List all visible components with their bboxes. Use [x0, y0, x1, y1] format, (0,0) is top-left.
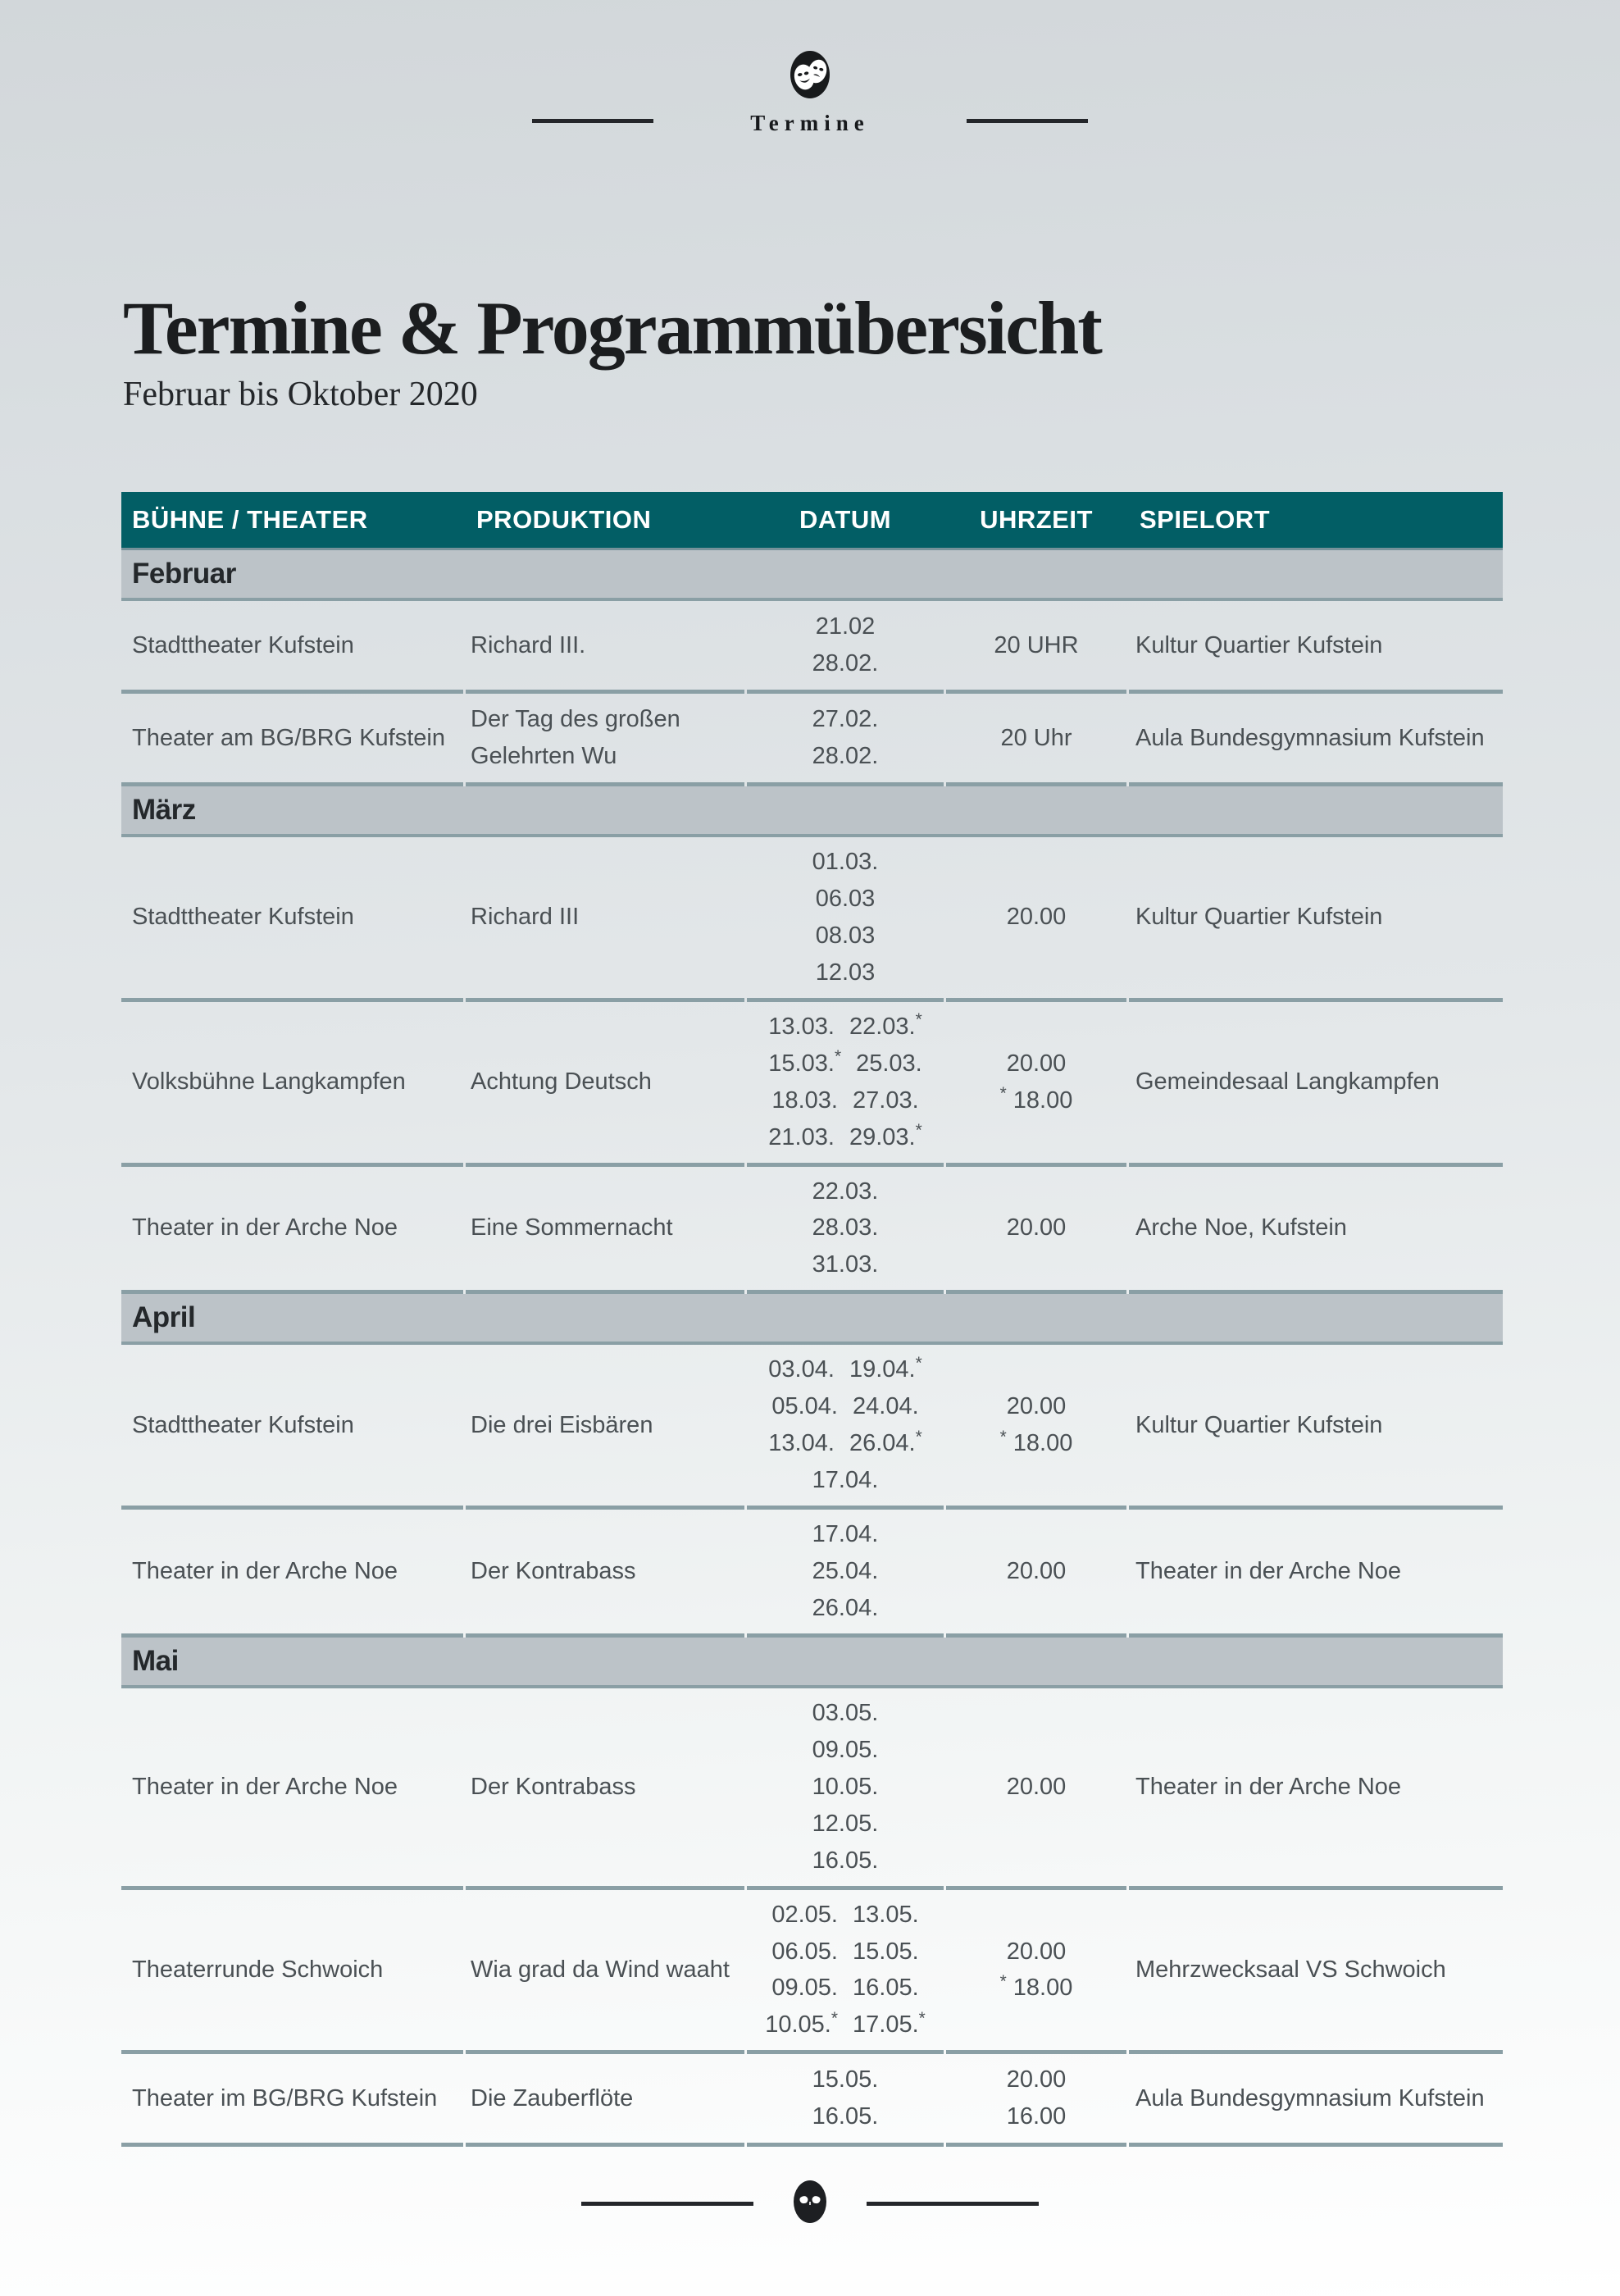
- date-token: 08.03: [815, 922, 876, 949]
- date-token: 03.04.: [768, 1356, 835, 1383]
- date-token: 25.04.: [812, 1558, 879, 1584]
- spielort-cell: Aula Bundesgymnasium Kufstein: [1129, 694, 1503, 786]
- time-line: [1007, 1769, 1067, 1806]
- month-band: März: [121, 786, 1503, 837]
- termine-badge: [750, 49, 870, 136]
- date-line: [768, 1119, 921, 1156]
- produktion-cell: [466, 1345, 744, 1510]
- spielort-cell: Theater in der Arche Noe: [1129, 1688, 1503, 1890]
- asterisk-marker: *: [999, 1084, 1007, 1104]
- table-row: [121, 1002, 1503, 1167]
- produktion-cell: [466, 601, 744, 694]
- uhrzeit-cell: [946, 601, 1126, 694]
- date-token: 13.04.: [768, 1430, 835, 1457]
- top-badge-label: Termine: [750, 111, 870, 135]
- date-line: [812, 1732, 879, 1769]
- table-row: [121, 1345, 1503, 1510]
- top-ornament: [0, 49, 1620, 136]
- date-token: 16.05.: [812, 1847, 879, 1874]
- page-subtitle: Februar bis Oktober 2020: [123, 375, 478, 413]
- table-row: [121, 1510, 1503, 1638]
- date-line: [816, 608, 876, 645]
- asterisk-marker: *: [915, 1427, 922, 1446]
- time-line: [994, 627, 1078, 664]
- date-line: [812, 1246, 879, 1283]
- spielort-cell: Theater in der Arche Noe: [1129, 1510, 1503, 1638]
- date-line: [768, 1351, 921, 1388]
- date-line: [812, 645, 879, 682]
- theater-cell: Theater in der Arche Noe: [121, 1510, 463, 1638]
- date-line: [812, 1210, 879, 1246]
- produktion-cell: [466, 694, 744, 786]
- date-token: 09.05.: [771, 1975, 838, 2002]
- date-token: 02.05.: [771, 1901, 838, 1928]
- datum-cell: [747, 1510, 944, 1638]
- time-line: [1000, 720, 1072, 757]
- date-line: [765, 2007, 926, 2043]
- date-token: 17.05.*: [853, 2008, 926, 2039]
- theater-cell: Theater in der Arche Noe: [121, 1167, 463, 1295]
- date-token: 17.04.: [812, 1521, 879, 1548]
- produktion-line: Die drei Eisbären: [471, 1411, 653, 1438]
- produktion-cell: [466, 837, 744, 1002]
- produktion-line: Der Tag des großen: [471, 706, 680, 733]
- produktion-cell: [466, 1510, 744, 1638]
- theater-cell: Volksbühne Langkampfen: [121, 1002, 463, 1167]
- date-token: 21.02: [815, 613, 876, 640]
- column-header-buehne: BÜHNE / THEATER: [132, 505, 368, 534]
- time-line: [1007, 2098, 1067, 2135]
- uhrzeit-cell: [946, 1688, 1126, 1890]
- date-line: [816, 954, 876, 991]
- produktion-line: Die Zauberflöte: [471, 2084, 634, 2112]
- theater-cell: Stadttheater Kufstein: [121, 601, 463, 694]
- asterisk-marker: *: [918, 2008, 926, 2028]
- date-token: 20 UHR: [994, 631, 1079, 658]
- date-token: 16.05.: [812, 2103, 879, 2130]
- date-line: [812, 1590, 879, 1627]
- produktion-line: Richard III.: [471, 631, 586, 658]
- datum-cell: [747, 1002, 944, 1167]
- date-token: 10.05.*: [765, 2008, 838, 2039]
- date-token: 15.05.: [853, 1938, 919, 1965]
- month-band: April: [121, 1294, 1503, 1345]
- spielort-cell: Kultur Quartier Kufstein: [1129, 1345, 1503, 1510]
- left-rule: [581, 2202, 753, 2206]
- column-header-produktion: PRODUKTION: [476, 505, 652, 534]
- column-header-uhrzeit: UHRZEIT: [980, 505, 1093, 534]
- date-line: [812, 1769, 879, 1806]
- time-line: [1000, 1082, 1073, 1119]
- date-token: 17.04.: [812, 1467, 879, 1494]
- date-token: 20.00: [1006, 1050, 1067, 1077]
- date-line: [812, 1516, 879, 1553]
- date-line: [812, 1806, 879, 1843]
- column-header-spielort: SPIELORT: [1140, 505, 1271, 534]
- asterisk-marker: *: [915, 1010, 922, 1030]
- date-token: 20.00: [1006, 1558, 1067, 1584]
- uhrzeit-cell: [946, 1167, 1126, 1295]
- date-line: [771, 1970, 918, 2007]
- time-line: [1000, 1970, 1073, 2007]
- right-rule: [967, 119, 1088, 123]
- left-rule: [532, 119, 653, 123]
- date-token: 10.05.: [812, 1773, 879, 1800]
- table-row: [121, 1890, 1503, 2055]
- asterisk-marker: *: [830, 2008, 838, 2028]
- schedule-table: [121, 492, 1503, 2147]
- time-line: [1007, 899, 1067, 936]
- spielort-cell: Kultur Quartier Kufstein: [1129, 837, 1503, 1002]
- produktion-line: Eine Sommernacht: [471, 1214, 673, 1241]
- theater-cell: Stadttheater Kufstein: [121, 837, 463, 1002]
- asterisk-marker: *: [915, 1353, 922, 1373]
- time-line: [1007, 2061, 1067, 2098]
- produktion-line: Wia grad da Wind waaht: [471, 1956, 730, 1983]
- produktion-line: Richard III: [471, 904, 580, 931]
- date-line: [812, 1843, 879, 1879]
- date-line: [771, 1388, 918, 1425]
- date-token: 27.02.: [812, 706, 879, 733]
- uhrzeit-cell: [946, 2054, 1126, 2147]
- date-token: 16.00: [1006, 2103, 1067, 2130]
- date-token: 26.04.*: [849, 1427, 922, 1457]
- date-line: [812, 1462, 879, 1499]
- date-token: 26.04.: [812, 1594, 879, 1621]
- date-token: 12.03: [815, 959, 876, 986]
- produktion-line: Der Kontrabass: [471, 1773, 636, 1800]
- date-token: 20.00: [1006, 904, 1067, 931]
- asterisk-marker: *: [834, 1047, 842, 1067]
- date-line: [771, 1934, 918, 1970]
- date-token: 16.05.: [853, 1975, 919, 2002]
- datum-cell: [747, 1167, 944, 1295]
- date-token: 01.03.: [812, 849, 879, 875]
- month-band: Februar: [121, 550, 1503, 601]
- datum-cell: [747, 601, 944, 694]
- date-line: [771, 1082, 918, 1119]
- produktion-cell: [466, 2054, 744, 2147]
- date-line: [812, 2061, 879, 2098]
- uhrzeit-cell: [946, 837, 1126, 1002]
- theater-cell: Theater am BG/BRG Kufstein: [121, 694, 463, 786]
- date-token: * 18.00: [999, 1084, 1073, 1114]
- table-row: [121, 1688, 1503, 1890]
- time-line: [1007, 1388, 1067, 1425]
- table-header-row: [121, 492, 1503, 550]
- date-line: [768, 1009, 921, 1046]
- spielort-cell: Gemeindesaal Langkampfen: [1129, 1002, 1503, 1167]
- date-token: 05.04.: [771, 1393, 838, 1420]
- date-token: 22.03.: [812, 1178, 879, 1205]
- date-token: 28.02.: [812, 650, 879, 676]
- date-line: [812, 1173, 879, 1210]
- date-line: [812, 2098, 879, 2135]
- produktion-line: Gelehrten Wu: [471, 743, 617, 769]
- date-token: 13.05.: [853, 1901, 919, 1928]
- bottom-ornament: [0, 2180, 1620, 2228]
- table-row: [121, 2054, 1503, 2147]
- uhrzeit-cell: [946, 1345, 1126, 1510]
- date-token: 12.05.: [812, 1810, 879, 1837]
- column-header-datum: DATUM: [799, 505, 892, 534]
- uhrzeit-cell: [946, 694, 1126, 786]
- spielort-cell: Aula Bundesgymnasium Kufstein: [1129, 2054, 1503, 2147]
- date-token: 20.00: [1006, 2066, 1067, 2093]
- produktion-cell: [466, 1002, 744, 1167]
- produktion-cell: [466, 1167, 744, 1295]
- asterisk-marker: *: [999, 1427, 1007, 1446]
- theater-masks-badge-icon: [793, 2180, 827, 2228]
- date-line: [771, 1897, 918, 1934]
- date-token: 15.03.*: [768, 1047, 842, 1077]
- table-body: [121, 550, 1503, 2147]
- datum-cell: [747, 1345, 944, 1510]
- date-token: 15.05.: [812, 2066, 879, 2093]
- produktion-cell: [466, 1688, 744, 1890]
- date-line: [816, 918, 876, 954]
- date-line: [812, 1695, 879, 1732]
- date-token: 09.05.: [812, 1736, 879, 1763]
- time-line: [1000, 1425, 1073, 1462]
- date-token: 28.03.: [812, 1214, 879, 1241]
- date-token: 18.03.: [771, 1086, 838, 1114]
- date-token: 29.03.*: [849, 1121, 922, 1150]
- datum-cell: [747, 1688, 944, 1890]
- uhrzeit-cell: [946, 1890, 1126, 2055]
- asterisk-marker: *: [915, 1121, 922, 1141]
- date-token: 20 Uhr: [1000, 724, 1072, 751]
- uhrzeit-cell: [946, 1002, 1126, 1167]
- theater-cell: Theater im BG/BRG Kufstein: [121, 2054, 463, 2147]
- theater-masks-icon: [790, 49, 830, 104]
- produktion-line: Der Kontrabass: [471, 1558, 636, 1584]
- date-token: 19.04.*: [849, 1353, 922, 1383]
- month-band: Mai: [121, 1638, 1503, 1688]
- spielort-cell: Kultur Quartier Kufstein: [1129, 601, 1503, 694]
- date-token: 20.00: [1006, 1214, 1067, 1241]
- time-line: [1007, 1210, 1067, 1246]
- produktion-line: Achtung Deutsch: [471, 1068, 652, 1096]
- date-token: * 18.00: [999, 1972, 1073, 2002]
- date-line: [816, 881, 876, 918]
- uhrzeit-cell: [946, 1510, 1126, 1638]
- datum-cell: [747, 1890, 944, 2055]
- spielort-cell: Mehrzwecksaal VS Schwoich: [1129, 1890, 1503, 2055]
- produktion-cell: [466, 1890, 744, 2055]
- table-row: [121, 694, 1503, 786]
- time-line: [1007, 1934, 1067, 1970]
- date-token: 06.03: [815, 885, 876, 912]
- date-token: 13.03.: [768, 1013, 835, 1040]
- date-token: 25.03.: [856, 1050, 922, 1077]
- date-line: [812, 701, 879, 738]
- table-row: [121, 837, 1503, 1002]
- date-token: 03.05.: [812, 1699, 879, 1726]
- date-token: 31.03.: [812, 1251, 879, 1278]
- table-row: [121, 601, 1503, 694]
- date-line: [812, 844, 879, 881]
- date-token: 20.00: [1006, 1773, 1067, 1800]
- theater-cell: Theater in der Arche Noe: [121, 1688, 463, 1890]
- datum-cell: [747, 2054, 944, 2147]
- page-title: Termine & Programmübersicht: [123, 286, 1101, 370]
- time-line: [1007, 1553, 1067, 1590]
- date-token: 22.03.*: [849, 1010, 922, 1040]
- right-rule: [867, 2202, 1039, 2206]
- title-block: [123, 286, 1101, 414]
- date-line: [812, 738, 879, 775]
- date-token: 06.05.: [771, 1938, 838, 1965]
- date-token: * 18.00: [999, 1427, 1073, 1457]
- theater-cell: Theaterrunde Schwoich: [121, 1890, 463, 2055]
- date-token: 20.00: [1006, 1938, 1067, 1965]
- date-token: 24.04.: [853, 1393, 919, 1420]
- date-token: 27.03.: [853, 1086, 919, 1114]
- date-line: [812, 1553, 879, 1590]
- date-line: [768, 1425, 921, 1462]
- asterisk-marker: *: [999, 1972, 1007, 1991]
- table-row: [121, 1167, 1503, 1295]
- date-token: 21.03.: [768, 1123, 835, 1150]
- datum-cell: [747, 694, 944, 786]
- theater-cell: Stadttheater Kufstein: [121, 1345, 463, 1510]
- spielort-cell: Arche Noe, Kufstein: [1129, 1167, 1503, 1295]
- time-line: [1007, 1046, 1067, 1082]
- date-token: 20.00: [1006, 1393, 1067, 1420]
- date-line: [768, 1046, 921, 1082]
- date-token: 28.02.: [812, 743, 879, 769]
- datum-cell: [747, 837, 944, 1002]
